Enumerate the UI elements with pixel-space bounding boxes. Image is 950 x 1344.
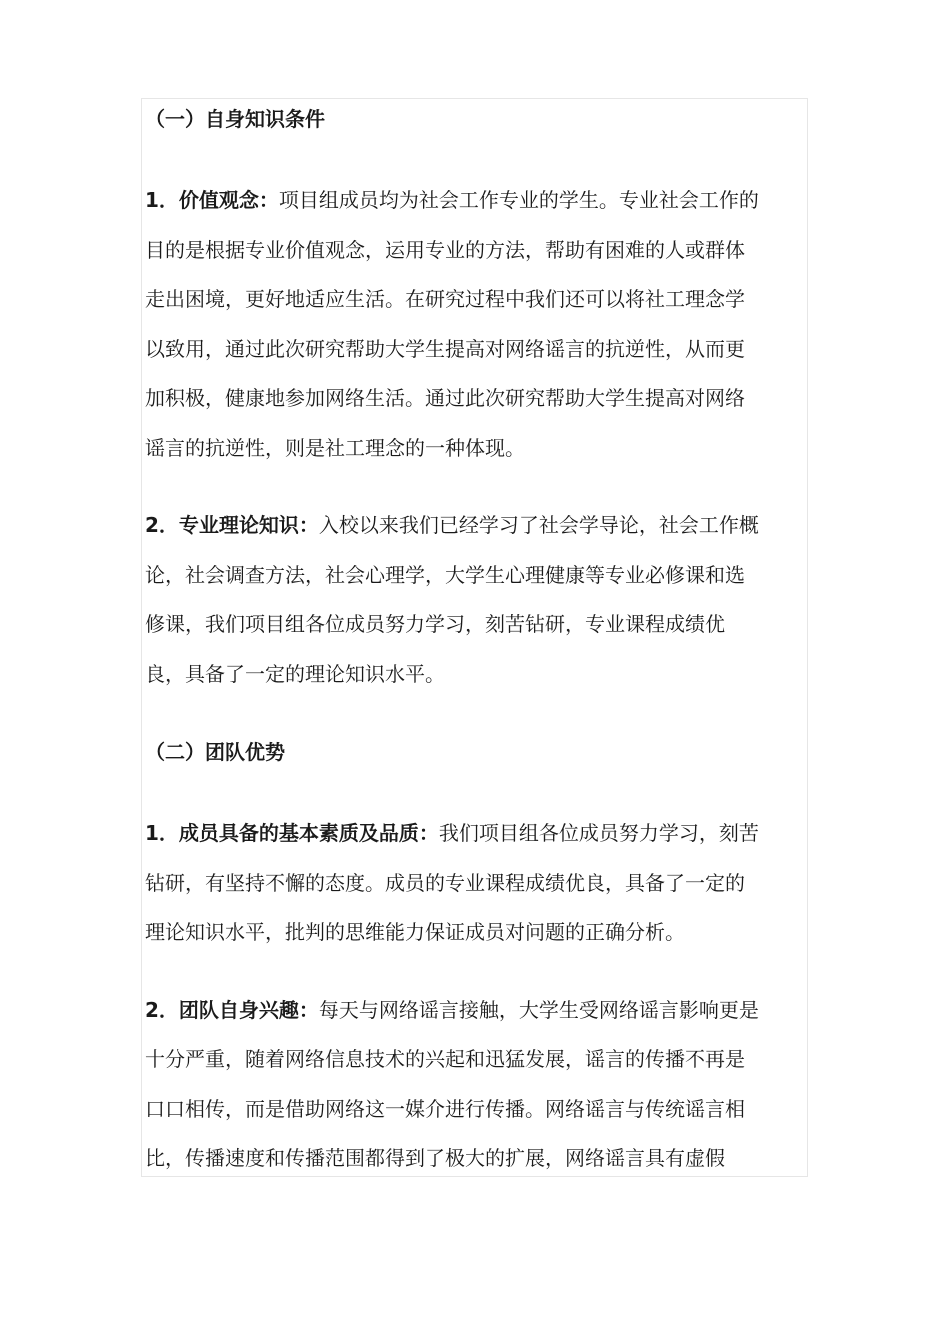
text-line: 目的是根据专业价值观念，运用专业的方法，帮助有困难的人或群体 [145, 237, 745, 262]
text-line: 入校以来我们已经学习了社会学导论，社会工作概 [318, 513, 759, 537]
section-heading: （二）团队优势 [145, 740, 285, 764]
text-line: 谣言的抗逆性，则是社工理念的一种体现。 [145, 435, 525, 460]
text-line: 理论知识水平，批判的思维能力保证成员对问题的正确分析。 [145, 920, 685, 944]
text-line: 我们项目组各位成员努力学习，刻苦 [438, 821, 759, 845]
text-line: 每天与网络谣言接触，大学生受网络谣言影响更是 [318, 997, 759, 1022]
paragraph-label: 1．价值观念： [145, 188, 279, 212]
text-line: 钻研，有坚持不懈的态度。成员的专业课程成绩优良，具备了一定的 [145, 870, 745, 895]
section-heading: （一）自身知识条件 [145, 107, 325, 131]
document-body [145, 99, 808, 1177]
text-line: 比，传播速度和传播范围都得到了极大的扩展，网络谣言具有虚假 [145, 1146, 725, 1170]
paragraph-label: 1．成员具备的基本素质及品质： [145, 821, 439, 845]
paragraph-professional-theory [145, 501, 808, 699]
paragraph-value-concept [145, 176, 808, 473]
paragraph-team-interest [145, 986, 808, 1178]
paragraph-label: 2．专业理论知识： [145, 513, 319, 537]
text-line: 口口相传，而是借助网络这一媒介进行传播。网络谣言与传统谣言相 [145, 1096, 745, 1121]
text-line: 十分严重，随着网络信息技术的兴起和迅猛发展，谣言的传播不再是 [145, 1047, 745, 1071]
document-page [141, 98, 808, 1177]
text-line: 加积极，健康地参加网络生活。通过此次研究帮助大学生提高对网络 [145, 386, 745, 410]
text-line: 论，社会调查方法，社会心理学，大学生心理健康等专业必修课和选 [145, 562, 745, 587]
text-line: 以致用，通过此次研究帮助大学生提高对网络谣言的抗逆性，从而更 [145, 336, 745, 361]
text-line: 修课，我们项目组各位成员努力学习，刻苦钻研，专业课程成绩优 [145, 612, 725, 636]
text-line: 走出困境，更好地适应生活。在研究过程中我们还可以将社工理念学 [145, 287, 745, 311]
paragraph-member-quality [145, 809, 808, 958]
text-line: 良，具备了一定的理论知识水平。 [145, 661, 445, 686]
text-line: 项目组成员均为社会工作专业的学生。专业社会工作的 [278, 188, 759, 212]
paragraph-label: 2．团队自身兴趣： [145, 997, 319, 1022]
